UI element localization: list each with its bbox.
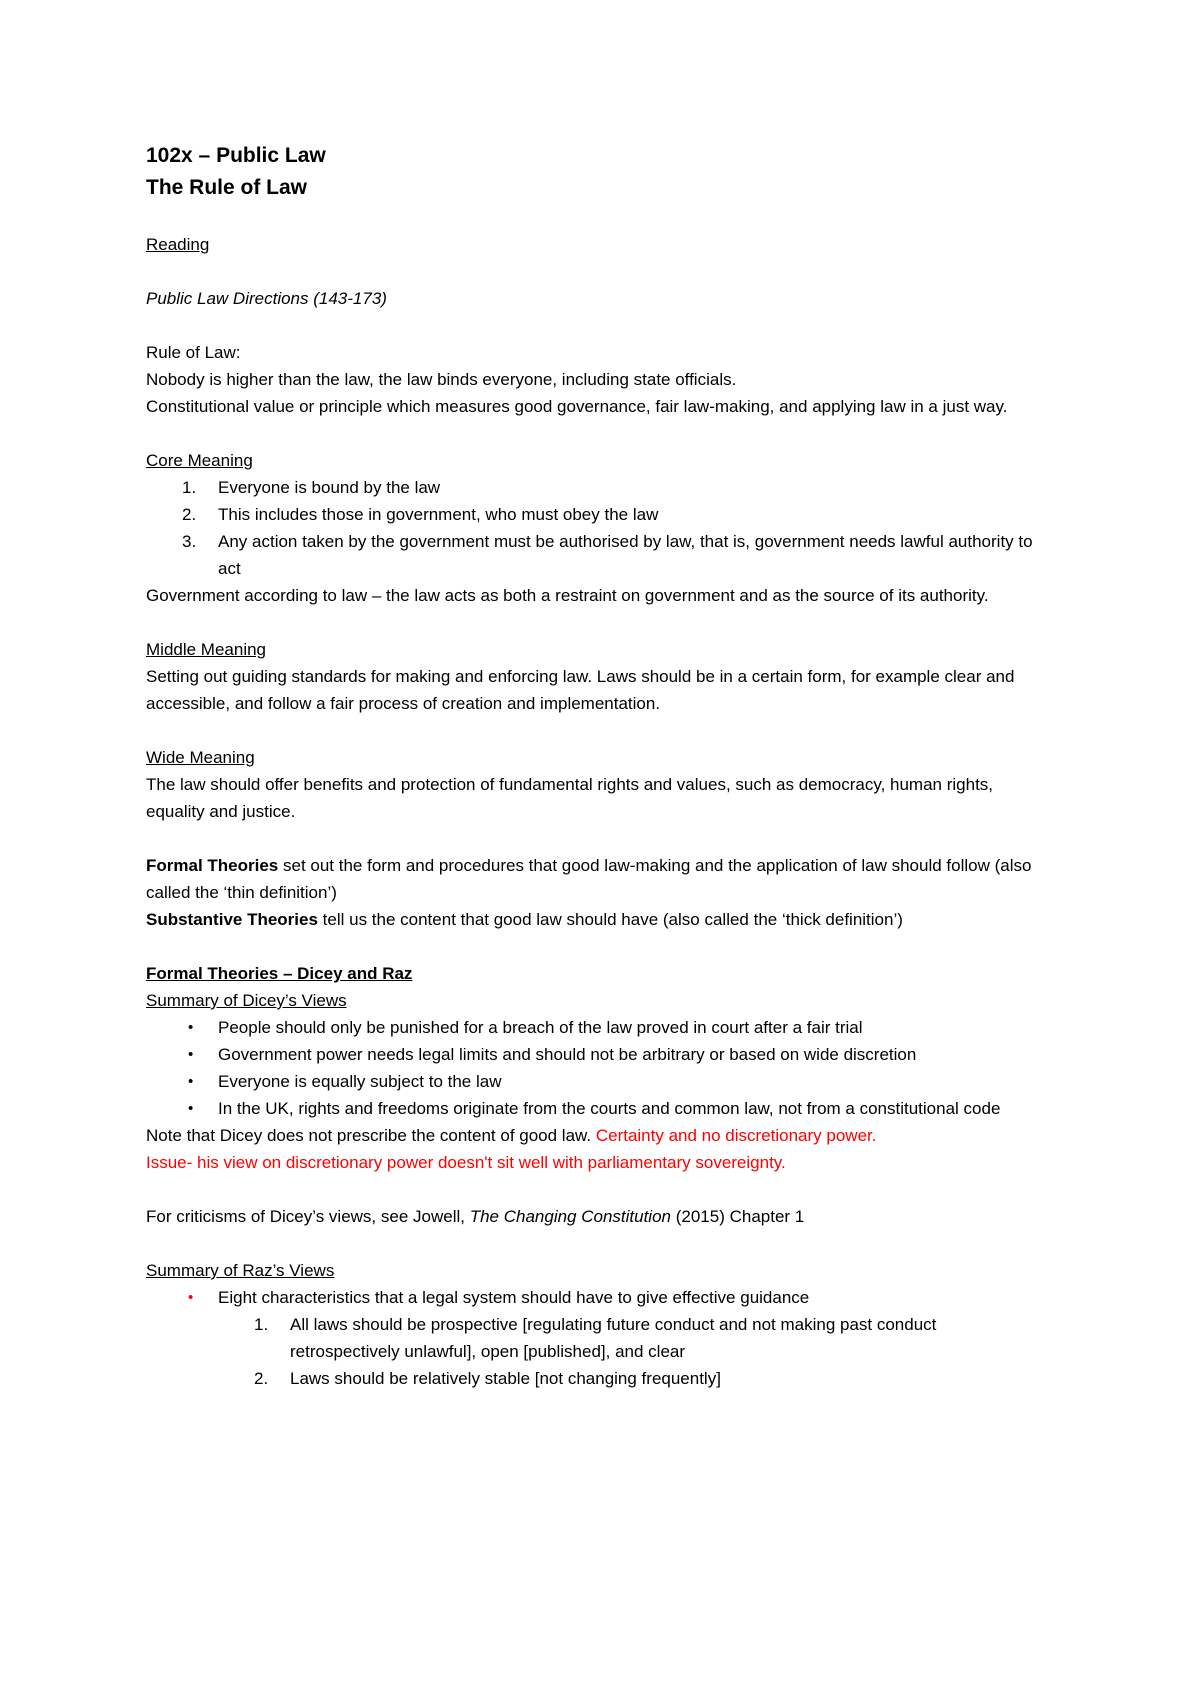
- reading-heading: Reading: [146, 235, 210, 254]
- substantive-theories-text: tell us the content that good law should have (also called the ‘thick definition’): [317, 910, 903, 929]
- bullet-icon: •: [188, 1289, 194, 1306]
- formal-theories-paragraph: [146, 852, 1050, 906]
- course-title: 102x – Public Law: [146, 144, 326, 167]
- rule-of-law-definition: Nobody is higher than the law, the law binds everyone, including state officials.: [146, 370, 737, 389]
- rule-of-law-value: Constitutional value or principle which measures good governance, fair law-making, and applying law in a just way.: [146, 397, 1008, 416]
- list-number: 2.: [182, 505, 197, 524]
- list-item: [146, 501, 1050, 528]
- dicey-list: [146, 1014, 1050, 1122]
- raz-list: [146, 1284, 1050, 1311]
- core-meaning-list: [146, 474, 1050, 582]
- list-item: [146, 1068, 1050, 1095]
- book-title: The Changing Constitution: [469, 1207, 671, 1226]
- list-text: In the UK, rights and freedoms originate from the courts and common law, not from a constitutional code: [218, 1099, 1001, 1118]
- bullet-icon: •: [188, 1100, 194, 1117]
- formal-theories-heading: Formal Theories – Dicey and Raz: [146, 964, 413, 983]
- list-number: 3.: [182, 532, 197, 551]
- list-text: Eight characteristics that a legal system should have to give effective guidance: [218, 1288, 810, 1307]
- wide-meaning-text: The law should offer benefits and protection of fundamental rights and values, such as democracy, human rights, equality and justice.: [146, 775, 994, 821]
- list-number: 1.: [254, 1315, 269, 1334]
- raz-characteristics-list: [146, 1311, 1050, 1392]
- middle-meaning-text: Setting out guiding standards for making and enforcing law. Laws should be in a certain form, for example clear and accessible, and follow a fair process of creation and implementation.: [146, 667, 1015, 713]
- topic-title: The Rule of Law: [146, 176, 308, 199]
- list-text: Everyone is bound by the law: [218, 478, 441, 497]
- list-item: [146, 528, 1050, 582]
- wide-meaning-heading: Wide Meaning: [146, 748, 255, 767]
- list-item: [146, 1365, 1050, 1392]
- list-text: People should only be punished for a breach of the law proved in court after a fair trial: [218, 1018, 863, 1037]
- criticisms-text: For criticisms of Dicey’s views, see Jowell,: [146, 1207, 470, 1226]
- list-item: [146, 1311, 1050, 1365]
- middle-meaning-heading: Middle Meaning: [146, 640, 267, 659]
- list-item: [146, 1014, 1050, 1041]
- substantive-theories-term: Substantive Theories: [146, 910, 318, 929]
- dicey-issue-highlight: Issue- his view on discretionary power doesn't sit well with parliamentary sovereignty.: [146, 1153, 786, 1172]
- list-text: Government power needs legal limits and should not be arbitrary or based on wide discretion: [218, 1045, 917, 1064]
- rule-of-law-label: Rule of Law:: [146, 343, 241, 362]
- list-text: This includes those in government, who must obey the law: [218, 505, 659, 524]
- substantive-theories-paragraph: [146, 906, 1050, 933]
- dicey-note-text: Note that Dicey does not prescribe the content of good law.: [146, 1126, 592, 1145]
- dicey-note-highlight: Certainty and no discretionary power.: [591, 1126, 877, 1145]
- list-number: 2.: [254, 1369, 269, 1388]
- reading-source: Public Law Directions (143-173): [146, 289, 387, 308]
- criticisms-citation: (2015) Chapter 1: [671, 1207, 805, 1226]
- list-text: Everyone is equally subject to the law: [218, 1072, 502, 1091]
- list-text: Laws should be relatively stable [not changing frequently]: [290, 1369, 721, 1388]
- list-item: [146, 1095, 1050, 1122]
- formal-theories-term: Formal Theories: [146, 856, 279, 875]
- core-meaning-summary: Government according to law – the law acts as both a restraint on government and as the source of its authority.: [146, 586, 989, 605]
- bullet-icon: •: [188, 1019, 194, 1036]
- raz-heading: Summary of Raz’s Views: [146, 1261, 335, 1280]
- formal-theories-text: set out the form and procedures that good law-making and the application of law should follow (also called the ‘thin definition’): [146, 856, 1032, 902]
- core-meaning-heading: Core Meaning: [146, 451, 253, 470]
- bullet-icon: •: [188, 1073, 194, 1090]
- list-text: Any action taken by the government must be authorised by law, that is, government needs lawful authority to act: [218, 532, 1033, 578]
- dicey-note: [146, 1122, 1050, 1149]
- bullet-icon: •: [188, 1046, 194, 1063]
- list-text: All laws should be prospective [regulating future conduct and not making past conduct retrospectively unlawful], open [published], and clear: [290, 1315, 937, 1361]
- list-item: [146, 1284, 1050, 1311]
- criticisms-reference: [146, 1203, 1050, 1230]
- list-number: 1.: [182, 478, 197, 497]
- list-item: [146, 1041, 1050, 1068]
- list-item: [146, 474, 1050, 501]
- dicey-heading: Summary of Dicey’s Views: [146, 991, 347, 1010]
